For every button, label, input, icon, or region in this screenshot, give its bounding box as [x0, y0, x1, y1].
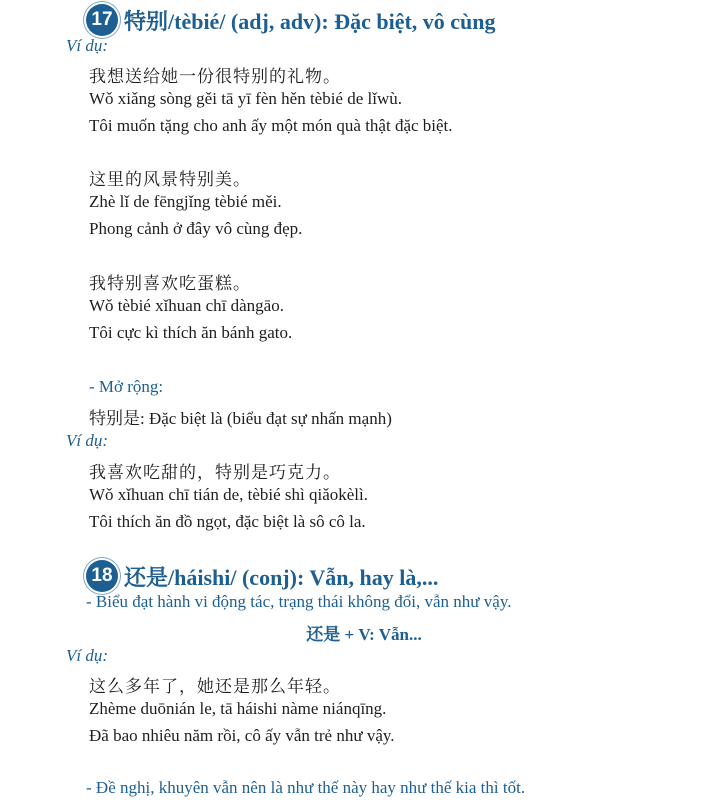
example-translation: Tôi thích ăn đồ ngọt, đặc biệt là sô cô la.	[89, 512, 366, 531]
section-number-badge: 17	[86, 4, 118, 36]
example-pinyin: Wǒ xiǎng sòng gěi tā yī fèn hěn tèbié de lǐwù.	[89, 89, 402, 108]
extension-text: 特别是: Đặc biệt là (biểu đạt sự nhấn mạnh)	[89, 409, 392, 428]
usage-description: - Đề nghị, khuyên vẫn nên là như thế này hay như thế kia thì tốt.	[86, 778, 526, 797]
example-translation: Phong cảnh ở đây vô cùng đẹp.	[89, 219, 303, 238]
example-label: Ví dụ:	[66, 431, 109, 450]
extension-label: - Mở rộng:	[89, 377, 164, 396]
section-title: 还是/háishi/ (conj): Vẫn, hay là,...	[124, 564, 439, 590]
example-chinese: 我喜欢吃甜的，特别是巧克力。	[89, 463, 341, 482]
example-label: Ví dụ:	[66, 646, 109, 665]
grammar-formula: 还是 + V: Vẫn...	[306, 625, 422, 644]
example-chinese: 我特别喜欢吃蛋糕。	[89, 274, 251, 293]
example-chinese: 我想送给她一份很特别的礼物。	[89, 67, 341, 86]
example-chinese: 这里的风景特别美。	[89, 170, 251, 189]
example-translation: Tôi muốn tặng cho anh ấy một món quà thật đặc biệt.	[89, 116, 453, 135]
example-translation: Đã bao nhiêu năm rồi, cô ấy vẫn trẻ như vậy.	[89, 726, 395, 745]
section-title: 特别/tèbié/ (adj, adv): Đặc biệt, vô cùng	[124, 8, 496, 34]
example-pinyin: Zhème duōnián le, tā háishi nàme niánqīng.	[89, 699, 387, 718]
example-pinyin: Wǒ tèbié xǐhuan chī dàngāo.	[89, 296, 284, 315]
example-pinyin: Wǒ xǐhuan chī tián de, tèbié shì qiǎokèlì.	[89, 485, 369, 504]
example-chinese: 这么多年了，她还是那么年轻。	[89, 677, 341, 696]
example-pinyin: Zhè lǐ de fēngjǐng tèbié měi.	[89, 192, 282, 211]
usage-description: - Biểu đạt hành vi động tác, trạng thái không đổi, vẫn như vậy.	[86, 592, 512, 611]
section-18-heading	[86, 560, 438, 592]
section-17-heading	[86, 4, 496, 36]
example-translation: Tôi cực kì thích ăn bánh gato.	[89, 323, 293, 342]
section-number-badge: 18	[86, 560, 118, 592]
example-label: Ví dụ:	[66, 36, 109, 55]
